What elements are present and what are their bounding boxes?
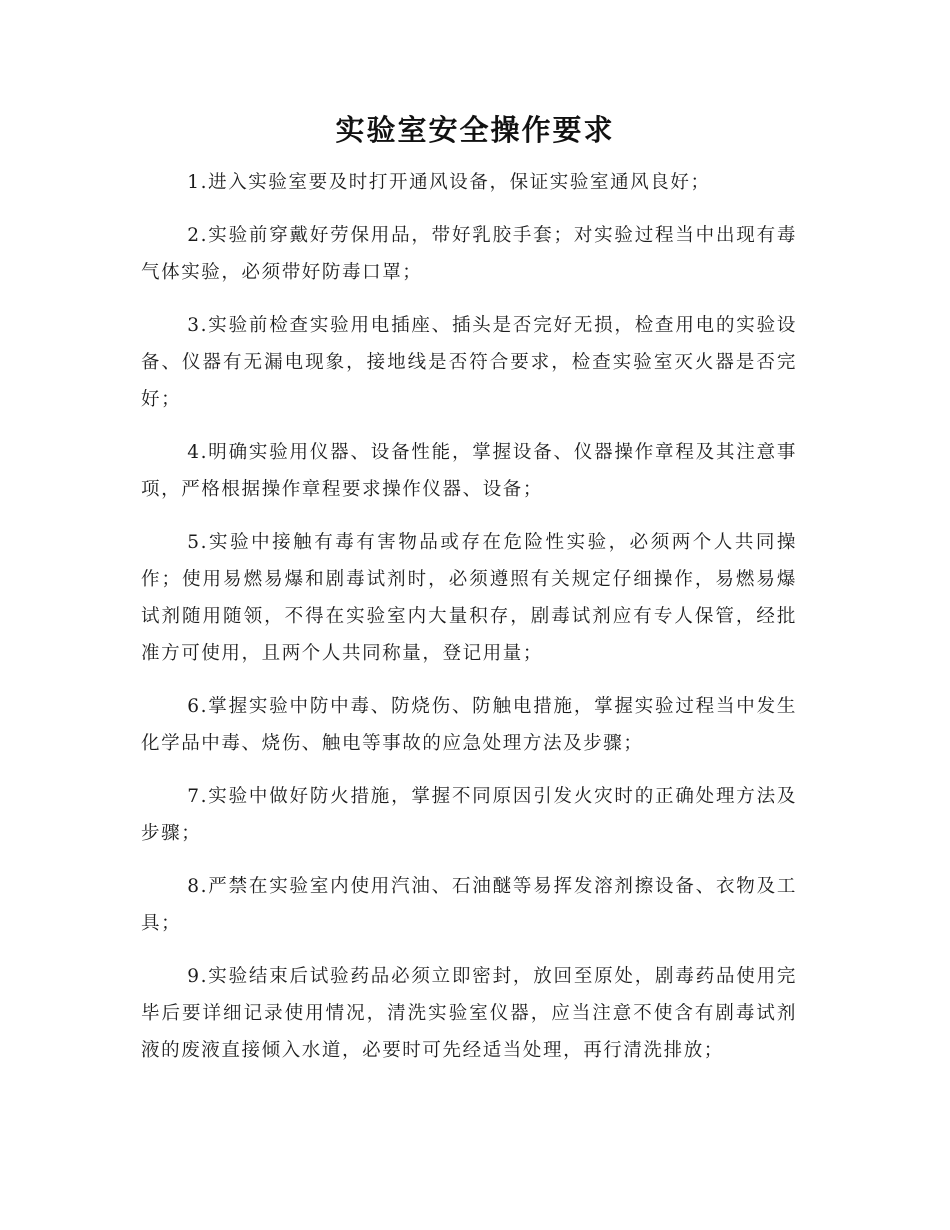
paragraph-3: 3.实验前检查实验用电插座、插头是否完好无损，检查用电的实验设备、仪器有无漏电现象，接地线是否符合要求，检查实验室灭火器是否完好； <box>141 315 797 410</box>
paragraph-7: 7.实验中做好防火措施，掌握不同原因引发火灾时的正确处理方法及步骤； <box>141 786 797 844</box>
paragraph-4: 4.明确实验用仪器、设备性能，掌握设备、仪器操作章程及其注意事项，严格根据操作章程要求操作仪器、设备； <box>141 442 797 500</box>
paragraph-6: 6.掌握实验中防中毒、防烧伤、防触电措施，掌握实验过程当中发生化学品中毒、烧伤、触电等事故的应急处理方法及步骤； <box>141 696 797 754</box>
paragraph-1: 1.进入实验室要及时打开通风设备，保证实验室通风良好； <box>187 172 711 193</box>
paragraph-2: 2.实验前穿戴好劳保用品，带好乳胶手套；对实验过程当中出现有毒气体实验，必须带好防毒口罩； <box>141 225 797 283</box>
page-title: 实验室安全操作要求 <box>335 113 615 147</box>
paragraph-8: 8.严禁在实验室内使用汽油、石油醚等易挥发溶剂擦设备、衣物及工具； <box>141 876 797 934</box>
paragraph-5: 5.实验中接触有毒有害物品或存在危险性实验，必须两个人共同操作；使用易燃易爆和剧毒试剂时，必须遵照有关规定仔细操作，易燃易爆试剂随用随领，不得在实验室内大量积存，剧毒试剂应有专人保管，经批准方可使用，且两个人共同称量，登记用量； <box>141 532 797 664</box>
paragraph-9: 9.实验结束后试验药品必须立即密封，放回至原处，剧毒药品使用完毕后要详细记录使用情况，清洗实验室仪器，应当注意不使含有剧毒试剂液的废液直接倾入水道，必要时可先经适当处理，再行清洗排放； <box>141 966 797 1061</box>
document-body <box>141 164 797 1085</box>
